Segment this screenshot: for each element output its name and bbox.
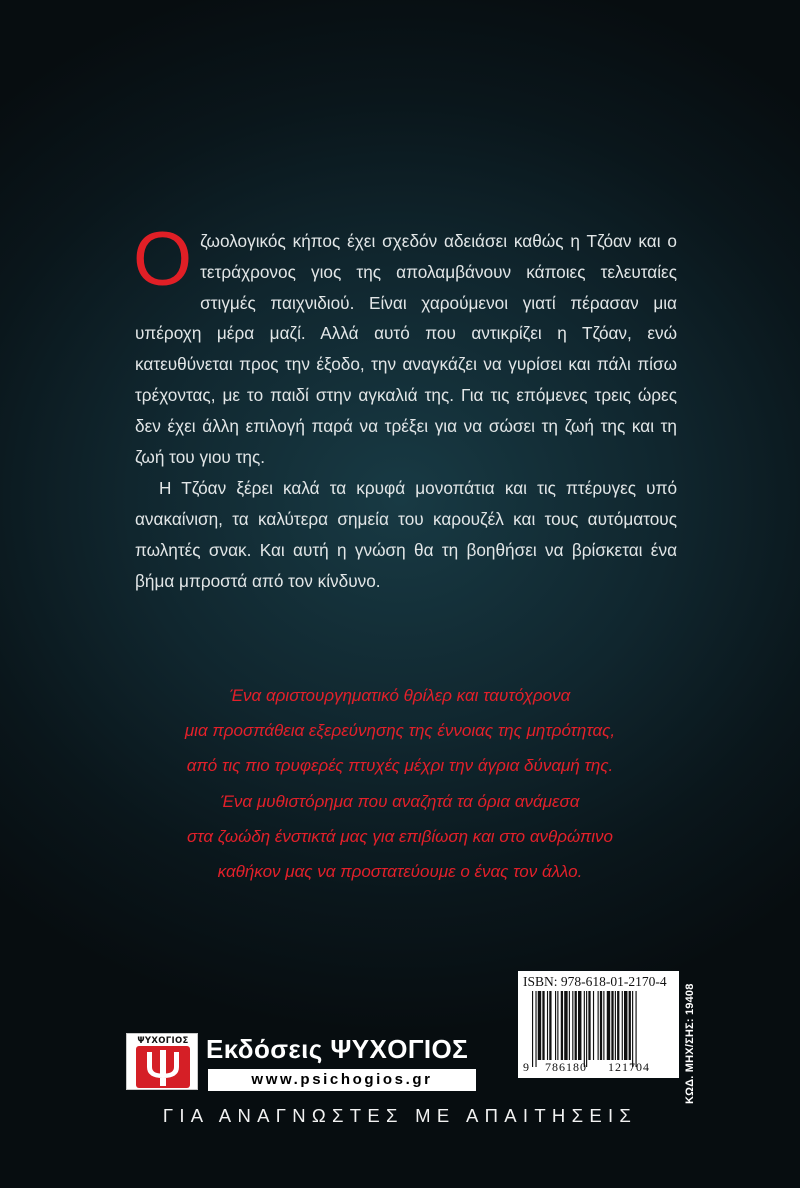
synopsis-text — [133, 217, 677, 597]
synopsis-paragraph-1-text: ζωολογικός κήπος έχει σχεδόν αδειάσει καθώς η Τζόαν και ο τετράχρονος γιος της απολαμβάνουν κάποιες τελευταίες στιγμές παιχνιδιού. Είναι χαρούμενοι γιατί πέρασαν μια υπέροχη μέρα μαζί. Αλλά αυτό που αντικρίζει η Τζόαν, ενώ κατευθύνεται προς την έξοδο, την αναγκάζει να γυρίσει και πάλι πίσω τρέχοντας, με το παιδί στην αγκαλιά της. Για τις επόμενες τρεις ώρες δεν έχει άλλη επιλογή παρά να τρέξει για να σώσει τη ζωή της και τη ζωή του γιου της. — [135, 231, 677, 467]
tagline-line: καθήκον μας να προστατεύουμε ο ένας τον άλλο. — [217, 862, 583, 882]
publisher-block — [126, 1033, 478, 1093]
publisher-slogan: ΓΙΑ ΑΝΑΓΝΩΣΤΕΣ ΜΕ ΑΠΑΙΤΗΣΕΙΣ — [162, 1105, 638, 1126]
tagline-line: στα ζωώδη ένστικτά μας για επιβίωση και στο ανθρώπινο — [187, 826, 613, 846]
barcode-digit-lead: 9 — [523, 1060, 529, 1074]
publisher-name: Εκδόσεις ΨΥΧΟΓΙΟΣ — [206, 1034, 469, 1064]
tagline-line: Ένα αριστουργηματικό θρίλερ και ταυτόχρονα — [229, 686, 571, 705]
synopsis-paragraph-2: Η Τζόαν ξέρει καλά τα κρυφά μονοπάτια και τις πτέρυγες υπό ανακαίνιση, τα καλύτερα σημεία του καρουζέλ και τους αυτόματους πωλητές σνακ. Και αυτή η γνώση θα τη βοηθήσει να βρίσκεται ένα βήμα μπροστά από τον κίνδυνο. — [135, 478, 677, 591]
synopsis-paragraph-1 — [133, 217, 677, 472]
drop-cap-letter: Ο — [133, 217, 193, 302]
tagline-line: μια προσπάθεια εξερεύνησης της έννοιας της μητρότητας, — [184, 721, 616, 741]
isbn-barcode — [518, 971, 679, 1078]
publisher-logo-text: ΨΥΧΟΓΙΟΣ — [137, 1036, 189, 1046]
barcode-bars — [518, 971, 679, 1078]
isbn-label: ISBN: 978-618-01-2170-4 — [523, 974, 667, 989]
product-code: ΚΩΔ. ΜΗΧ/ΣΗΣ: 19408 — [684, 983, 696, 1104]
publisher-logo — [126, 1033, 198, 1090]
publisher-website: www.psichogios.gr — [208, 1069, 476, 1091]
barcode-digits-right: 121704 — [608, 1060, 650, 1074]
tagline-line: Ένα μυθιστόρημα που αναζητά τα όρια ανάμεσα — [220, 791, 580, 811]
barcode-digits-left: 786180 — [545, 1060, 587, 1074]
tagline-line: από τις πιο τρυφερές πτυχές μέχρι την άγρια δύναμή της. — [186, 756, 614, 776]
tagline-quote — [100, 678, 700, 889]
